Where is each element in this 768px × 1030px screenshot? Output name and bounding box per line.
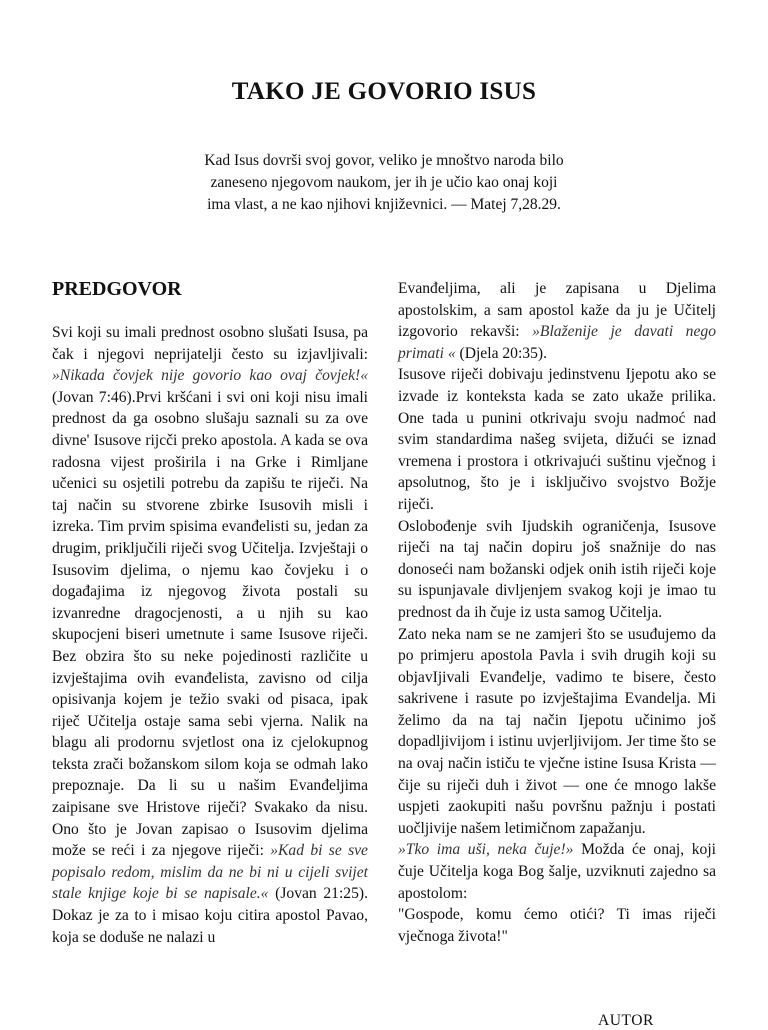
right-quote-acts-20-35: »Blaženije je davati nego primati « [398,323,716,362]
left-paragraph [52,322,368,948]
right-column [398,278,716,947]
left-text-b: (Jovan 7:46).Prvi kršćani i svi oni koji nisu imali prednost da ga osobno slušaju saznali su za ove divne' Isusove rijcči preko apostola. A kada se ova radosna vijest proširila i na Grke i Rimljane učenici su osjetili potrebu da zapišu te riječi. Na taj način su stvorene zbirke Isusovih misli i izreka. Tim prvim spisima evanđelisti su, jedan za drugim, priključili riječi svog Učitelja. Izvještaji o Isusovim djelima, o njemu kao čovjeku i o događajima iz njegovog života postali su izvanredne dragocjenosti, a u njih su kao skupocjeni biseri umetnute i same Isusove riječi. Bez obzira što su neke pojedinosti različite u izvještajima ovih evanđelista, zavisno od cilja opisivanja kojem je težio svaki od pisaca, ipak riječ Učitelja ostaje sama sebi vjerna. Nalik na blagu ali prodornu svjetlost ona iz cjelokupnog teksta zrači božanskom silom koja se odmah lako prepoznaje. Da li su u našim Evanđeljima zaipisane sve Hristove riječi? Svakako da nisu. Ono što je Jovan zapisao o Isusovim djelima može se reći i za njegove riječi: [52,388,368,860]
epigraph-quote: Kad Isus dovrši svoj govor, veliko je mnoštvo naroda bilo zaneseno njegovom naukom, jer ih je učio kao onaj koji ima vlast, a ne kao njihovi književnici. — Matej 7,28.29. [204,152,564,213]
right-paragraph-6: "Gospode, komu ćemo otići? Ti imas riječi vječnoga života!" [398,906,716,945]
section-heading-predgovor: PREDGOVOR [52,278,182,300]
left-column [52,322,368,948]
author-signature: AUTOR [598,1012,654,1029]
left-text-a: Svi koji su imali prednost osobno slušati Isusa, pa čak i njegovi neprijatelji često su izjavljivali: [52,324,368,363]
right-paragraph-1 [398,278,716,364]
right-text-1b: (Djela 20:35). [455,344,547,362]
right-paragraph-5 [398,839,716,904]
right-text-1a: Evanđeljima, ali je zapisana u Djelima apostolskim, a sam apostol kaže da ju je Učitelj izgovorio rekavši: [398,280,716,341]
left-text-c: (Jovan 21:25). Dokaz je za to i misao koju citira apostol Pavao, koja se doduše ne nalazi u [52,885,368,946]
right-paragraph-2: Isusove riječi dobivaju jedinstvenu Ijepotu ako se izvade iz konteksta kada se zato ukaže prilika. One tada u punini otkrivaju svoju nadmoć nad svim standardima našeg svijeta, dižući se iznad vremena i prostora i otkrivajući suštinu vječnog i apsolutnog, što je i isključivo svojstvo Božje riječi. [398,366,716,513]
right-quote-ears: »Tko ima uši, neka čuje!» [398,841,574,859]
right-paragraph-3: Oslobođenje svih Ijudskih ograničenja, Isusove riječi na taj način dopiru još snažnije do nas donoseći nam božanski odjek onih istih riječi koje su ispunjavale divljenjem svakog koji je imao tu prednost da ih čuje iz usta samog Učitelja. [398,517,716,621]
page-title: TAKO JE GOVORIO ISUS [231,78,537,105]
right-text-5a: Možda će onaj, koji čuje Učitelja koga Bog šalje, uzviknuti zajedno sa apostolom: [398,841,717,902]
left-quote-john-21-25: »Kad bi se sve popisalo redom, mislim da ne bi ni u cijeli svijet stale knjige koje bi se napisale.« [52,842,368,903]
right-paragraph-4: Zato neka nam se ne zamjeri što se usuđujemo da po primjeru apostola Pavla i svih drugih koji su objavIjivali Evanđelje, vadimo te bisere, često sakrivene i rasute po izvještajima Evandelja. Mi želimo da na taj način Ijepotu učinimo još dopadljivijom i istinu uvjerljivijom. Jer time što se na ovaj način ističu te vječne istine Isusa Krista — čije su riječi duh i život — one će mnogo lakše uspjeti zaokupiti našu površnu pažnju i postati uočljivije našem letimičnom zapažanju. [398,625,716,837]
left-quote-john-7-46: »Nikada čovjek nije govorio kao ovaj čovjek!« [52,367,368,385]
